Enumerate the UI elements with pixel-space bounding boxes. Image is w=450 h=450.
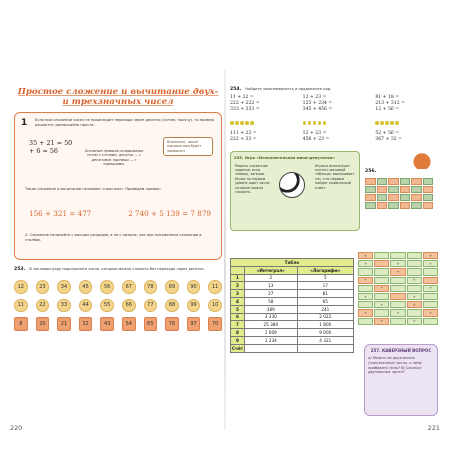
table-row [231, 336, 354, 344]
number-circle: 78 [144, 280, 158, 294]
task-254-text: Найдите закономерность и продолжите ряд. [245, 87, 332, 91]
number-circle: 99 [187, 299, 201, 313]
calc-line-2: 156 + 321 = 477 [29, 209, 92, 218]
table-cell: 1 800 [297, 321, 353, 329]
football-icon [279, 172, 305, 198]
number-circle: 90 [187, 280, 201, 294]
table-cell: 5 [297, 274, 353, 282]
puzzle-grid [365, 178, 433, 209]
number-square: 20 [36, 317, 50, 331]
number-circle: 12 [14, 280, 28, 294]
example-box [14, 112, 222, 260]
series-column [303, 95, 368, 113]
table-cell: 389 [245, 305, 298, 313]
task-253-number: 253. [14, 267, 26, 272]
number-square: 8 [14, 317, 28, 331]
number-circle: 67 [122, 280, 136, 294]
number-circle: 33 [57, 299, 71, 313]
table-row [231, 297, 354, 305]
number-square: 21 [57, 317, 71, 331]
table-row [231, 305, 354, 313]
table-foot-label: Счёт [231, 345, 244, 351]
table-cell: 1 009 [245, 329, 298, 337]
table-row [231, 282, 354, 290]
number-circle: 45 [79, 280, 93, 294]
page-fold [224, 70, 226, 430]
page-number-left: 220 [10, 424, 23, 432]
dots-group-1 [230, 121, 295, 125]
number-grid [358, 252, 438, 325]
table-cell: 4 321 [297, 336, 353, 344]
table-col1-header: «Интеграл» [245, 266, 298, 274]
number-circle: 56 [100, 280, 114, 294]
side-puzzle [365, 151, 433, 231]
table-cell: 4 [231, 297, 245, 305]
fox-icon [411, 151, 433, 169]
number-square: 54 [122, 317, 136, 331]
table-title: Табло [231, 259, 354, 267]
series-item: 12 + 23 = [302, 95, 327, 100]
dots-group-2 [303, 121, 368, 125]
number-grid-cells: + + + + + + + + + + + + + + + + + + + [358, 252, 438, 325]
table-cell: 7 [231, 321, 245, 329]
number-circle: 89 [165, 280, 179, 294]
table-cell: 5 [231, 305, 245, 313]
big-calc-row [29, 209, 211, 218]
task-256-number: 256. [365, 168, 377, 174]
square-row [14, 317, 222, 331]
table-body [231, 274, 354, 344]
table-cell: 2 [245, 274, 298, 282]
calc-line-3: 2 740 + 5 139 = 7 879 [128, 209, 211, 218]
table-row [231, 329, 354, 337]
series-item: 222 + 222 = [230, 101, 260, 106]
example-number: 1 [21, 118, 28, 128]
number-circles [14, 280, 222, 331]
dots-group-3 [375, 121, 440, 125]
table-row [231, 274, 354, 282]
dots-row [230, 118, 440, 128]
table-cell: 8 [231, 329, 245, 337]
series-grid-1 [230, 95, 440, 115]
table-cell: 6 [231, 313, 245, 321]
task-254-header [230, 87, 440, 92]
table-col2-header: «Логарифм» [297, 266, 353, 274]
score-table-block [230, 258, 354, 353]
series-grid-2 [230, 131, 440, 145]
table-cell: 3 330 [245, 313, 298, 321]
number-circle: 10 [208, 299, 222, 313]
table-cell: 27 [245, 290, 298, 298]
example-sub-text: Такое сложение и вычитание называют «простым». Приведем пример: [25, 187, 161, 191]
series-item: 12 + 56 = [375, 107, 400, 112]
example-bottom-text: 2. Сложение начинайте с высших разрядов, а не с низших, как при письменном сложении в столбик. [25, 233, 202, 242]
series-column [230, 95, 295, 113]
number-circle: 44 [79, 299, 93, 313]
table-cell: 3 [231, 290, 245, 298]
task-254-number: 254. [230, 87, 242, 92]
game-card-title: 255. Игра «Исполнительная мини-депутатам» [234, 154, 335, 160]
number-circle: 22 [36, 299, 50, 313]
table-cell: 2 [231, 282, 245, 290]
table-cell: 1 [231, 274, 245, 282]
tricky-question-title: 257. КАВЕРЗНЫЙ ВОПРОС [370, 348, 432, 353]
series-column [230, 131, 295, 143]
series-item: 111 + 22 = [230, 130, 257, 136]
table-cell: 9 [231, 336, 245, 344]
task-255-row [230, 151, 440, 231]
score-table [230, 258, 354, 353]
number-circle: 11 [208, 280, 222, 294]
tricky-question-box [364, 344, 438, 416]
table-cell: 58 [245, 297, 298, 305]
series-item: 11 + 22 = [230, 95, 254, 100]
number-square: 76 [165, 317, 179, 331]
table-cell: 13 [245, 282, 298, 290]
calc-line-1: 35 + 21 = 50 + 6 = 56 [29, 139, 73, 155]
table-row [231, 313, 354, 321]
number-square: 32 [79, 317, 93, 331]
series-item: 12 + 23 = [302, 130, 327, 136]
page-number-right: 221 [427, 424, 440, 432]
series-item: 123 + 234 = [302, 101, 333, 106]
series-column [375, 131, 440, 143]
number-circle: 11 [14, 299, 28, 313]
series-item: 213 + 312 = [375, 101, 405, 106]
table-foot-cell-1 [245, 344, 298, 352]
table-cell: 2 022 [297, 313, 353, 321]
series-column [375, 95, 440, 113]
left-page [14, 78, 222, 418]
calc-column [29, 139, 75, 158]
number-circle: 66 [122, 299, 136, 313]
table-corner [231, 266, 245, 274]
tricky-question-text: а) Можно ли двузначное (трехзначное) число, к нему прибавить ноль? б) Сколько двузначных чисел? [368, 356, 422, 375]
table-cell: 25 380 [245, 321, 298, 329]
table-cell: 65 [297, 297, 353, 305]
number-circle: 88 [165, 299, 179, 313]
game-card-right-text: Игроки используют клетки числовой таблицы: выигрывает тот, кто первым найдет правильный ответ. [315, 163, 355, 190]
table-cell: 1 234 [245, 336, 298, 344]
number-circle: 55 [100, 299, 114, 313]
table-cell: 9 000 [297, 329, 353, 337]
rule-note: Основные правила складывания сотни с сотнями, десятки — с десятками, единицы — с единицами. [84, 149, 144, 167]
number-circle: 77 [144, 299, 158, 313]
side-note: Возможно, такой порядок вам будет привычен. [163, 137, 213, 156]
game-card [230, 151, 360, 231]
series-item: 345 + 456 = [302, 107, 333, 112]
number-square: 65 [144, 317, 158, 331]
series-item: 367 + 32 = [375, 136, 403, 142]
number-square: 43 [100, 317, 114, 331]
table-row [231, 321, 354, 329]
table-cell: 17 [297, 282, 353, 290]
series-column [303, 131, 368, 143]
task-253-text: В числовом ряду подчеркните числа, которые можно сложить без перехода через десяток. [29, 267, 205, 271]
series-item: 222 + 33 = [230, 136, 257, 142]
number-circle: 23 [36, 280, 50, 294]
circle-row-2 [14, 299, 222, 313]
game-card-left-text: Решить сказочное задание: если знаешь, запиши. Игрок на первом уровне ищет числа, которые можно сложить. [235, 163, 271, 194]
series-item: 333 + 333 = [230, 107, 260, 112]
number-square: 70 [208, 317, 222, 331]
number-circle: 34 [57, 280, 71, 294]
series-item: 81 + 18 = [375, 95, 400, 100]
table-cell: 81 [297, 290, 353, 298]
table-foot-cell-2 [297, 344, 353, 352]
series-item: 52 + 56 = [375, 130, 400, 136]
table-row [231, 290, 354, 298]
number-square: 97 [187, 317, 201, 331]
series-item: 456 + 23 = [302, 136, 330, 142]
circle-row-1 [14, 280, 222, 294]
task-253 [14, 267, 222, 272]
page-title: Простое сложение и вычитание двух- и трехзначных чисел [17, 87, 219, 107]
table-cell: 241 [297, 305, 353, 313]
right-page [230, 78, 440, 418]
example-intro: Если при сложении чисел не происходит перехода через десяток (сотню, тысячу), то пример решается чрезвычайно просто: [35, 118, 214, 127]
